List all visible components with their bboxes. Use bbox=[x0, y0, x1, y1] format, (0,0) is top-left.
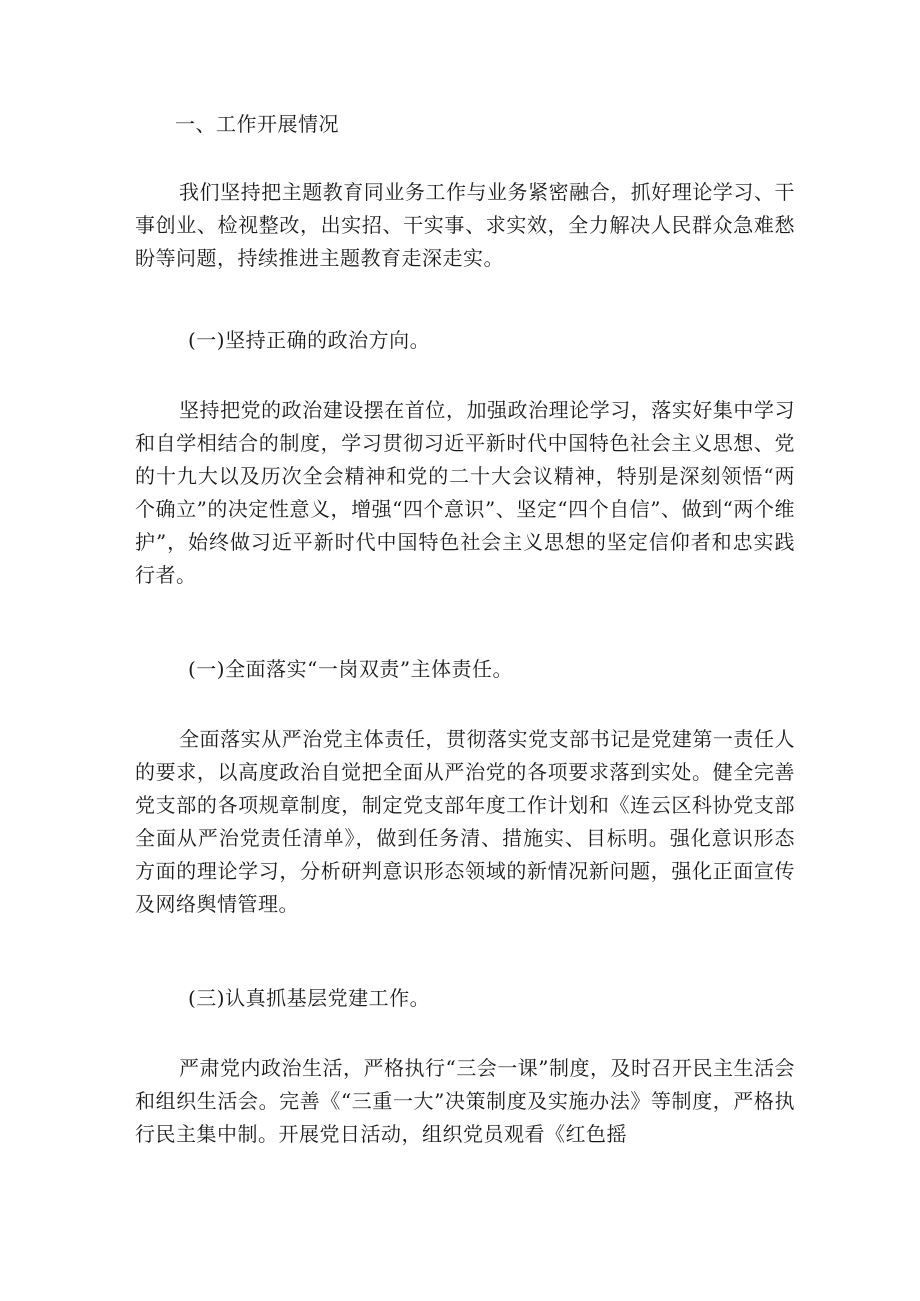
subsection-heading-3: (三)认真抓基层党建工作。 bbox=[188, 986, 431, 1010]
subsection-heading-1: (一)坚持正确的政治方向。 bbox=[188, 328, 431, 352]
subsection-paragraph-3: 严肃党内政治生活，严格执行“三会一课”制度，及时召开民主生活会和组织生活会。完善《“三重一大”决策制度及实施办法》等制度，严格执行民主集中制。开展党日活动，组织党员观看《红色摇 bbox=[135, 1056, 795, 1146]
section-heading: 一、工作开展情况 bbox=[175, 112, 339, 136]
subsection-paragraph-2: 全面落实从严治党主体责任，贯彻落实党支部书记是党建第一责任人的要求，以高度政治自觉把全面从严治党的各项要求落到实处。健全完善党支部的各项规章制度，制定党支部年度工作计划和《连云区科协党支部全面从严治党责任清单》，做到任务清、措施实、目标明。强化意识形态方面的理论学习，分析研判意识形态领域的新情况新问题，强化正面宣传及网络舆情管理。 bbox=[135, 727, 795, 916]
intro-paragraph: 我们坚持把主题教育同业务工作与业务紧密融合，抓好理论学习、干事创业、检视整改，出实招、干实事、求实效，全力解决人民群众急难愁盼等问题，持续推进主题教育走深走实。 bbox=[135, 180, 795, 270]
subsection-heading-2: (一)全面落实“一岗双责”主体责任。 bbox=[188, 657, 514, 681]
subsection-paragraph-1: 坚持把党的政治建设摆在首位，加强政治理论学习，落实好集中学习和自学相结合的制度，学习贯彻习近平新时代中国特色社会主义思想、党的十九大以及历次全会精神和党的二十大会议精神，特别是深刻领悟“两个确立”的决定性意义，增强“四个意识”、坚定“四个自信”、做到“两个维护”，始终做习近平新时代中国特色社会主义思想的坚定信仰者和忠实践行者。 bbox=[135, 398, 795, 587]
